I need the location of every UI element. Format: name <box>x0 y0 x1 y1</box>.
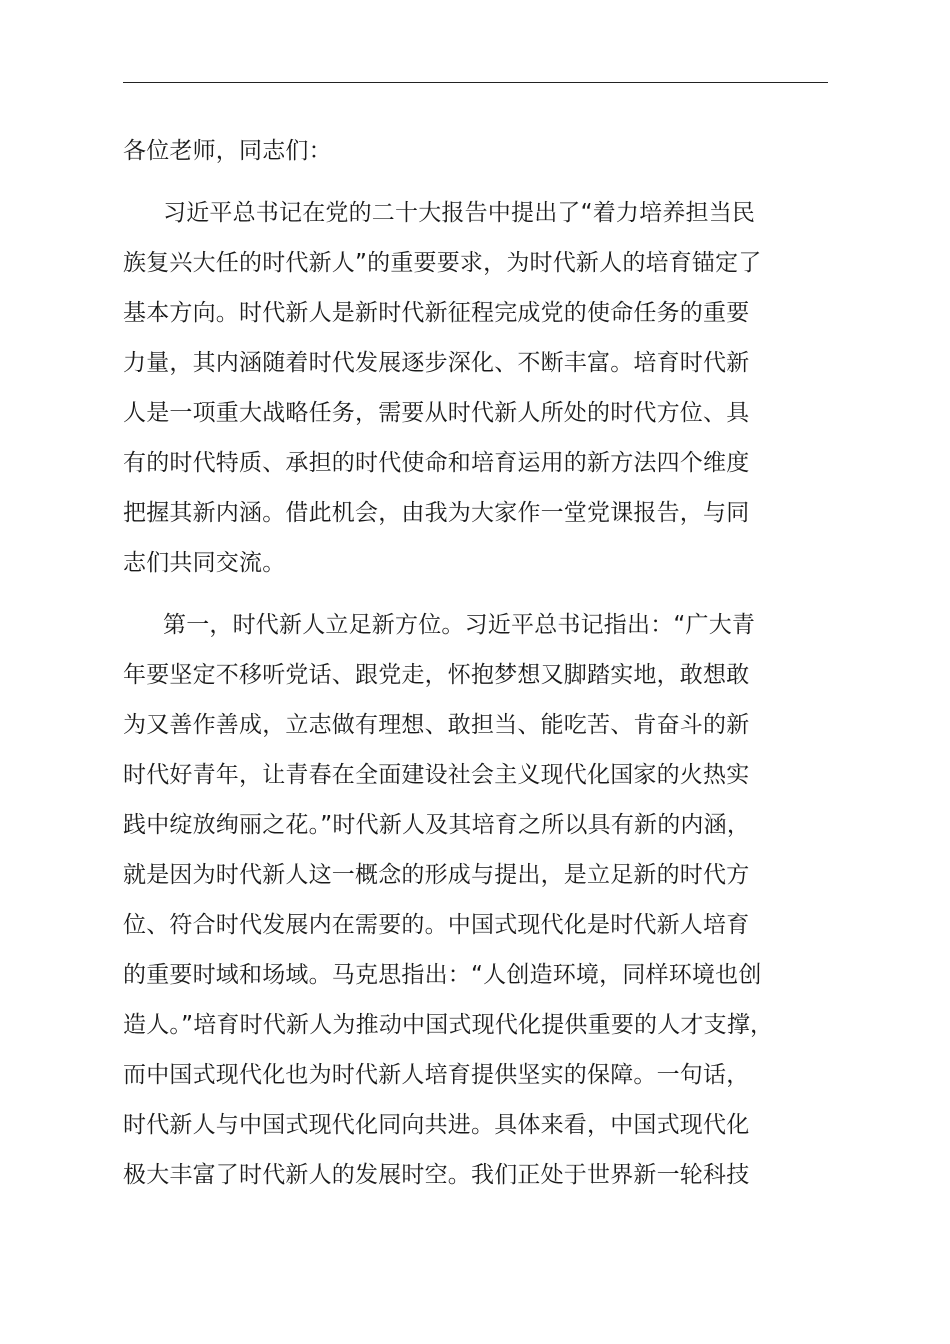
paragraph-line: 习近平总书记在党的二十大报告中提出了“着力培养担当民 <box>163 200 756 226</box>
paragraph-line: 时代好青年，让青春在全面建设社会主义现代化国家的火热实 <box>123 762 750 788</box>
document-body <box>123 126 828 1200</box>
paragraph-line: 的重要时域和场域。马克思指出：“人创造环境，同样环境也创 <box>123 962 762 988</box>
paragraph-first-point <box>123 600 828 1200</box>
paragraph-gap <box>123 588 828 600</box>
paragraph-line: 族复兴大任的时代新人”的重要要求，为时代新人的培育锚定了 <box>123 250 762 276</box>
paragraph-line: 年要坚定不移听党话、跟党走，怀抱梦想又脚踏实地，敢想敢 <box>123 662 750 688</box>
paragraph-line: 为又善作善成，立志做有理想、敢担当、能吃苦、肯奋斗的新 <box>123 712 750 738</box>
paragraph-line: 有的时代特质、承担的时代使命和培育运用的新方法四个维度 <box>123 450 750 476</box>
paragraph-line: 基本方向。时代新人是新时代新征程完成党的使命任务的重要 <box>123 300 750 326</box>
paragraph-line: 位、符合时代发展内在需要的。中国式现代化是时代新人培育 <box>123 912 750 938</box>
header-rule <box>123 82 828 83</box>
paragraph-line: 把握其新内涵。借此机会，由我为大家作一堂党课报告，与同 <box>123 500 750 526</box>
paragraph-line: 力量，其内涵随着时代发展逐步深化、不断丰富。培育时代新 <box>123 350 750 376</box>
paragraph-line: 时代新人与中国式现代化同向共进。具体来看，中国式现代化 <box>123 1112 750 1138</box>
paragraph-line: 就是因为时代新人这一概念的形成与提出，是立足新的时代方 <box>123 862 750 888</box>
paragraph-line: 践中绽放绚丽之花。”时代新人及其培育之所以具有新的内涵， <box>123 812 751 838</box>
paragraph-line: 志们共同交流。 <box>123 550 286 576</box>
paragraph-line: 造人。”培育时代新人为推动中国式现代化提供重要的人才支撑， <box>123 1012 774 1038</box>
paragraph-line: 而中国式现代化也为时代新人培育提供坚实的保障。一句话， <box>123 1062 750 1088</box>
paragraph-line: 第一，时代新人立足新方位。习近平总书记指出：“广大青 <box>163 612 756 638</box>
salutation: 各位老师，同志们： <box>123 138 332 164</box>
paragraph-intro <box>123 188 828 588</box>
paragraph-line: 人是一项重大战略任务，需要从时代新人所处的时代方位、具 <box>123 400 750 426</box>
paragraph-gap <box>123 176 828 188</box>
paragraph-line: 极大丰富了时代新人的发展时空。我们正处于世界新一轮科技 <box>123 1162 750 1188</box>
